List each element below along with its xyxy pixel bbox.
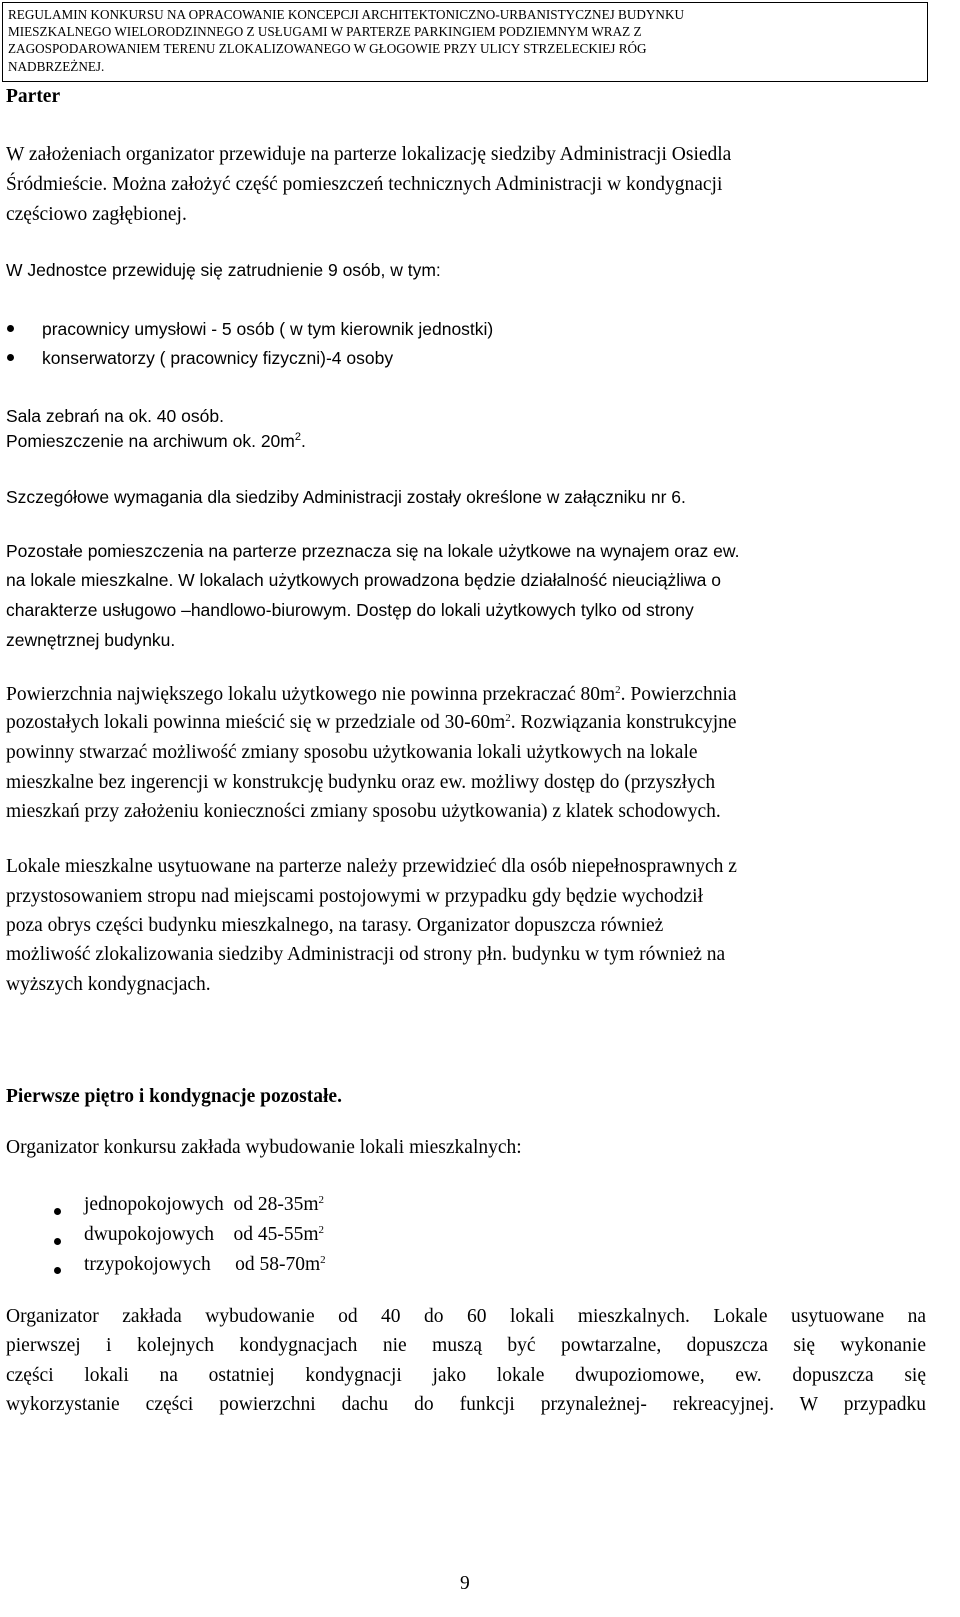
staff-item: konserwatorzy ( pracownicy fizyczni)-4 osoby <box>42 348 394 368</box>
paragraph-line: Pozostałe pomieszczenia na parterze przeznacza się na lokale użytkowe na wynajem oraz ew. <box>6 541 740 561</box>
paragraph-line: częściowo zagłębionej. <box>6 204 187 225</box>
paragraph-line: powinny stwarzać możliwość zmiany sposobu użytkowania lokali użytkowych na lokale <box>6 742 698 763</box>
archive-room: Pomieszczenie na archiwum ok. $20m^2$. <box>6 431 306 451</box>
meeting-room: Sala zebrań na ok. 40 osób. <box>6 406 224 426</box>
bullet-icon <box>54 1238 61 1245</box>
unit-item: jednopokojowych od $28-35m^2$ <box>84 1194 325 1215</box>
staff-intro: W Jednostce przewiduję się zatrudnienie 9 osób, w tym: <box>6 260 441 280</box>
paragraph-line: pierwszej i kolejnych kondygnacjach nie muszą być powtarzalne, dopuszcza się wykonanie <box>6 1335 926 1356</box>
bullet-icon <box>54 1267 61 1274</box>
paragraph-line: charakterze usługowo –handlowo-biurowym. Dostęp do lokali użytkowych tylko od strony <box>6 600 694 620</box>
staff-item: pracownicy umysłowi - 5 osób ( w tym kierownik jednostki) <box>42 319 494 339</box>
paragraph-line: wykorzystanie części powierzchni dachu do funkcji przynależnej- rekreacyjnej. W przypadku <box>6 1394 926 1415</box>
paragraph-line: W założeniach organizator przewiduje na parterze lokalizację siedziby Administracji Osiedla <box>6 144 732 165</box>
paragraph-line: Lokale mieszkalne usytuowane na parterze należy przewidzieć dla osób niepełnosprawnych z <box>6 856 737 877</box>
paragraph-line: Powierzchnia największego lokalu użytkowego nie powinna przekraczać $80m^2$. Powierzchnia <box>6 684 737 705</box>
header-line: REGULAMIN KONKURSU NA OPRACOWANIE KONCEPCJI ARCHITEKTONICZNO-URBANISTYCZNEJ BUDYNKU <box>8 7 684 22</box>
paragraph-line: zewnętrznej budynku. <box>6 630 176 650</box>
attachment-note: Szczegółowe wymagania dla siedziby Administracji zostały określone w załączniku nr 6. <box>6 487 686 507</box>
paragraph-line: części lokali na ostatniej kondygnacji jako lokale dwupoziomowe, ew. dopuszcza się <box>6 1365 926 1386</box>
paragraph-line: pozostałych lokali powinna mieścić się w przedziale od $30-60m^2$. Rozwiązania konstrukcyjne <box>6 712 737 733</box>
paragraph-line: na lokale mieszkalne. W lokalach użytkowych prowadzona będzie działalność nieuciążliwa o <box>6 570 721 590</box>
section-title-first-floor: Pierwsze piętro i kondygnacje pozostałe. <box>6 1086 342 1107</box>
bullet-icon <box>7 354 14 361</box>
paragraph-line: poza obrys części budynku mieszkalnego, na tarasy. Organizator dopuszcza również <box>6 915 664 936</box>
paragraph-line: Śródmieście. Można założyć część pomieszczeń technicznych Administracji w kondygnacji <box>6 174 723 195</box>
header-line: MIESZKALNEGO WIELORODZINNEGO Z USŁUGAMI W PARTERZE PARKINGIEM PODZIEMNYM WRAZ Z <box>8 24 642 40</box>
document-header <box>2 2 928 82</box>
paragraph-line: wyższych kondygnacjach. <box>6 974 211 995</box>
paragraph-line: możliwość zlokalizowania siedziby Administracji od strony płn. budynku w tym również na <box>6 944 726 965</box>
first-floor-intro: Organizator konkursu zakłada wybudowanie lokali mieszkalnych: <box>6 1137 522 1158</box>
paragraph-line: mieszkań przy założeniu konieczności zmiany sposobu użytkowania) z klatek schodowych. <box>6 801 721 822</box>
header-line: ZAGOSPODAROWANIEM TERENU ZLOKALIZOWANEGO W GŁOGOWIE PRZY ULICY STRZELECKIEJ RÓG <box>8 41 647 57</box>
paragraph-line: przystosowaniem stropu nad miejscami postojowymi w przypadku gdy będzie wychodził <box>6 886 703 907</box>
header-line: NADBRZEŻNEJ. <box>8 58 105 74</box>
bullet-icon <box>54 1208 61 1215</box>
section-title-parter: Parter <box>6 86 61 107</box>
unit-item: trzypokojowych od $58-70m^2$ <box>84 1254 326 1275</box>
paragraph-line: mieszkalne bez ingerencji w konstrukcję budynku oraz ew. możliwy dostęp do (przyszłych <box>6 772 716 793</box>
bullet-icon <box>7 325 14 332</box>
paragraph-line: Organizator zakłada wybudowanie od 40 do 60 lokali mieszkalnych. Lokale usytuowane na <box>6 1306 926 1327</box>
page-number: 9 <box>460 1573 470 1594</box>
unit-item: dwupokojowych od $45-55m^2$ <box>84 1224 325 1245</box>
